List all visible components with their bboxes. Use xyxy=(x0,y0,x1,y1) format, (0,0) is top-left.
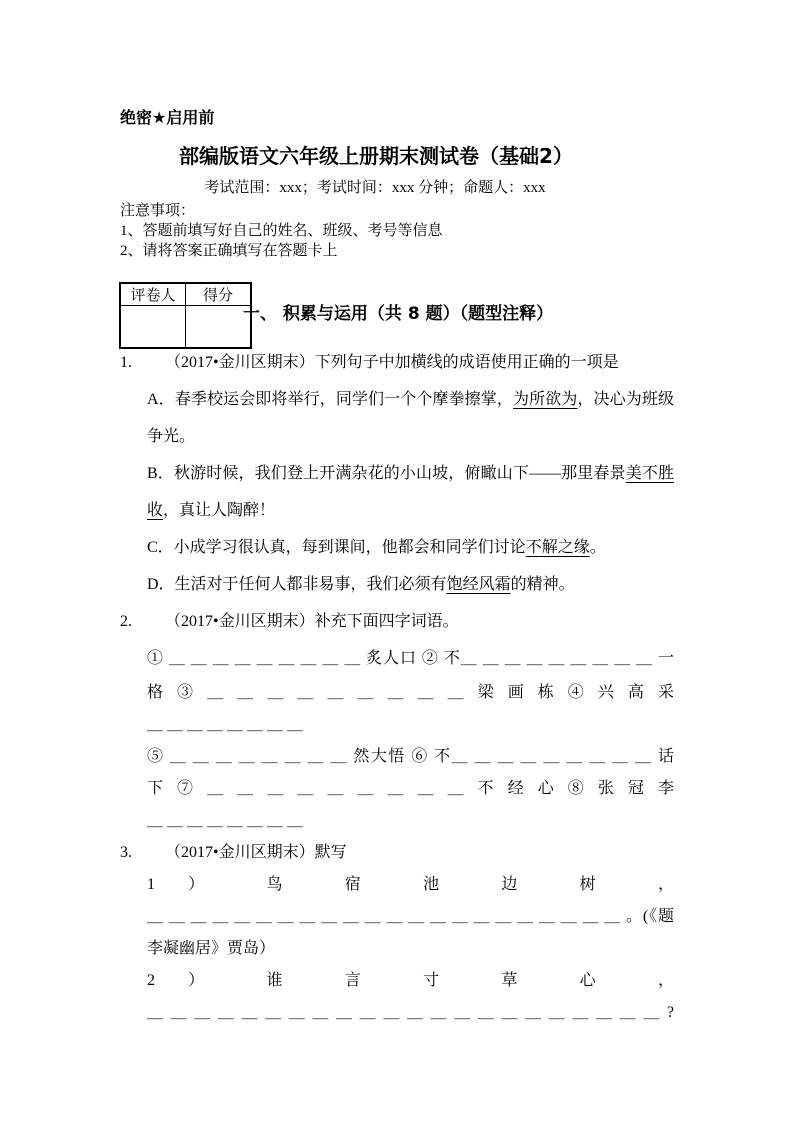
text-run: ＿ ＿ ＿ ＿ ＿ ＿ ＿ ＿ xyxy=(147,812,304,829)
question-line xyxy=(120,837,674,869)
score-table-header-grader: 评卷人 xyxy=(120,283,186,306)
question-number: 2. xyxy=(120,613,132,630)
text-run: ＿ ＿ ＿ ＿ ＿ ＿ ＿ ＿ xyxy=(147,716,304,733)
text-run: （2017•金川区期末）默写 xyxy=(165,844,347,861)
exam-line xyxy=(120,933,674,965)
question-line xyxy=(120,603,674,640)
text-run: 下 ⑦ ＿ ＿ ＿ ＿ ＿ ＿ ＿ ＿ ＿ 不 经 心 ⑧ 张 冠 李 xyxy=(147,780,674,797)
text-run: ＿ ＿ ＿ ＿ ＿ ＿ ＿ ＿ ＿ ＿ ＿ ＿ ＿ ＿ ＿ ＿ ＿ ＿ ＿ ＿ ＿ ＿ 。(《题 xyxy=(147,908,674,925)
exam-line xyxy=(120,773,674,805)
notice-item: 2、请将答案正确填写在答题卡上 xyxy=(120,243,338,259)
exam-line xyxy=(120,741,674,773)
text-run: ，真让人陶醉！ xyxy=(163,502,276,519)
exam-line xyxy=(120,418,674,455)
text-run: 李凝幽居》贾岛） xyxy=(147,940,276,957)
score-table-header-score: 得分 xyxy=(186,283,252,306)
section-heading: 一、 积累与运用（共 8 题）（题型注释） xyxy=(243,304,554,324)
text-run: 2 ） 谁 言 寸 草 心 ， xyxy=(147,972,674,989)
grader-entry-cell xyxy=(120,306,186,349)
exam-line xyxy=(120,492,674,529)
text-run: （2017•金川区期末）下列句子中加横线的成语使用正确的一项是 xyxy=(165,354,619,371)
text-run: 的精神。 xyxy=(510,576,575,593)
exam-line xyxy=(120,965,674,997)
exam-info: 考试范围：xxx；考试时间：xxx 分钟；命题人：xxx xyxy=(204,180,546,196)
text-run: B．秋游时候，我们登上开满杂花的小山坡，俯瞰山下——那里春景 xyxy=(147,465,626,482)
notice-item: 1、答题前填写好自己的姓名、班级、考号等信息 xyxy=(120,223,443,239)
question-number: 3. xyxy=(120,844,132,861)
question-number: 1. xyxy=(120,354,132,371)
body-lines xyxy=(120,344,674,1029)
text-run: ，决心为班级 xyxy=(577,391,674,408)
page-title: 部编版语文六年级上册期末测试卷（基础2） xyxy=(179,144,573,168)
underlined-idiom: 美不胜 xyxy=(625,465,674,482)
exam-line xyxy=(120,805,674,837)
exam-line xyxy=(120,640,674,677)
text-run: 。 xyxy=(589,539,606,556)
exam-line xyxy=(120,381,674,418)
underlined-idiom: 饱经风霜 xyxy=(446,576,511,593)
text-run: 格 ③ ＿ ＿ ＿ ＿ ＿ ＿ ＿ ＿ ＿ 梁 画 栋 ④ 兴 高 采 xyxy=(147,684,674,701)
score-entry-cell xyxy=(186,306,252,349)
text-run: 1 ） 鸟 宿 池 边 树 ， xyxy=(147,876,674,893)
score-table-header-row xyxy=(120,283,251,306)
underlined-idiom: 为所欲为 xyxy=(513,391,578,408)
exam-line xyxy=(120,566,674,603)
text-run: （2017•金川区期末）补充下面四字词语。 xyxy=(165,613,459,630)
underlined-idiom: 不解之缘 xyxy=(525,539,590,556)
exam-line xyxy=(120,455,674,492)
exam-line xyxy=(120,677,674,709)
question-line xyxy=(120,344,674,381)
exam-line xyxy=(120,529,674,566)
exam-line xyxy=(120,869,674,901)
text-run: C．小成学习很认真，每到课间，他都会和同学们讨论 xyxy=(147,539,526,556)
underlined-idiom: 收 xyxy=(147,502,164,519)
text-run: ① ＿ ＿ ＿ ＿ ＿ ＿ ＿ ＿ ＿ 炙人口 ② 不＿ ＿ ＿ ＿ ＿ ＿ ＿ ＿ ＿ 一 xyxy=(147,650,674,667)
text-run: D．生活对于任何人都非易事，我们必须有 xyxy=(147,576,447,593)
notice-title: 注意事项： xyxy=(120,203,196,219)
notice-block xyxy=(120,201,443,261)
exam-line xyxy=(120,709,674,741)
score-table xyxy=(119,282,252,349)
text-run: ⑤ ＿ ＿ ＿ ＿ ＿ ＿ ＿ ＿ 然大悟 ⑥ 不＿ ＿ ＿ ＿ ＿ ＿ ＿ ＿ ＿ 话 xyxy=(147,748,674,765)
text-run: 争光。 xyxy=(147,428,196,445)
text-run: ＿ ＿ ＿ ＿ ＿ ＿ ＿ ＿ ＿ ＿ ＿ ＿ ＿ ＿ ＿ ＿ ＿ ＿ ＿ ＿ ＿ ＿ ? xyxy=(147,1004,674,1021)
exam-line xyxy=(120,901,674,933)
score-table-entry-row xyxy=(120,306,251,349)
secret-label: 绝密★启用前 xyxy=(120,108,215,127)
exam-line xyxy=(120,997,674,1029)
text-run: A．春季校运会即将举行，同学们一个个摩拳擦掌， xyxy=(147,391,514,408)
